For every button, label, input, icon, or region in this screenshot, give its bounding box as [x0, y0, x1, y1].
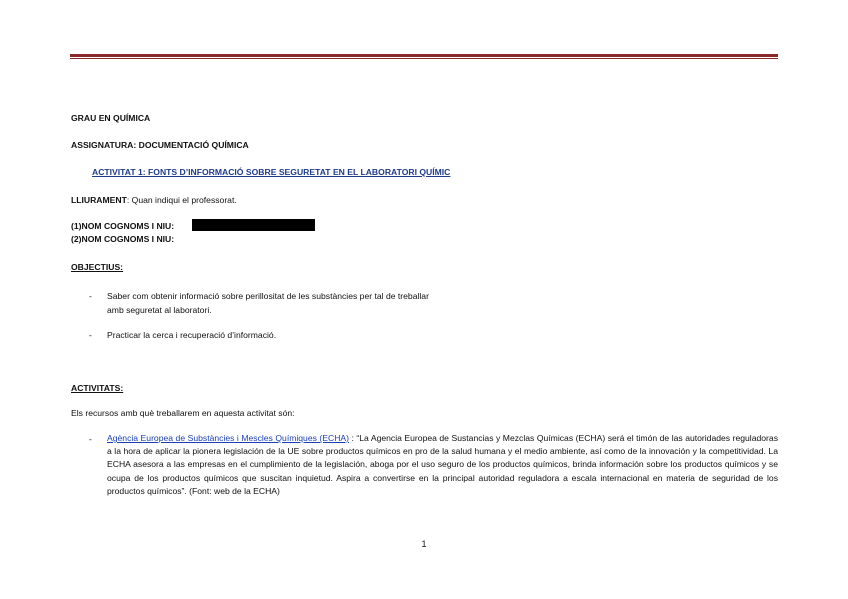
degree-heading: GRAU EN QUÍMICA: [71, 113, 151, 123]
redacted-name-box: [192, 219, 315, 231]
activities-intro: Els recursos amb què treballarem en aquesta activitat són:: [71, 408, 295, 418]
resource-item: [107, 432, 778, 498]
delivery-text: : Quan indiqui el professorat.: [126, 195, 237, 205]
resource-bullet: -: [89, 434, 92, 444]
name1-label: (1)NOM COGNOMS I NIU:: [71, 221, 175, 231]
echa-link[interactable]: Agència Europea de Substàncies i Mescles Químiques (ECHA): [107, 433, 350, 443]
activities-heading: ACTIVITATS:: [71, 383, 124, 393]
activity-title: ACTIVITAT 1: FONTS D’INFORMACIÓ SOBRE SEGURETAT EN EL LABORATORI QUÍMIC: [92, 167, 451, 177]
delivery-label: LLIURAMENT: [71, 195, 127, 205]
delivery-line: [71, 194, 237, 206]
objective-item-2: Practicar la cerca i recuperació d’informació.: [107, 330, 277, 340]
resource-description: : “La Agencia Europea de Sustancias y Mezclas Químicas (ECHA) será el timón de las autoridades reguladoras a la hora de aplicar la pionera legislación de la UE sobre productos químicos en pro de la salud humana y el medio ambiente, así como de la innovación y la competitividad. La ECHA asesora a las empresas en el cumplimiento de la legislación, aboga por el uso seguro de los productos químicos, brinda información sobre los productos químicos y se ocupa de los productos químicos que suscitan inquietud. Aspira a convertirse en la principal autoridad reguladora a escala internacional en materia de seguridad de los productos químicos”. (Font: web de la ECHA): [107, 433, 778, 496]
page-number: 1: [421, 539, 427, 549]
objective-item-1-line-2: amb seguretat al laboratori.: [107, 305, 212, 315]
objective-item-1-line-1: Saber com obtenir informació sobre perillositat de les substàncies per tal de treballar: [107, 291, 429, 301]
header-rule: [70, 54, 778, 57]
subject-heading: ASSIGNATURA: DOCUMENTACIÓ QUÍMICA: [71, 140, 249, 150]
objectives-heading: OBJECTIUS:: [71, 262, 124, 272]
name2-label: (2)NOM COGNOMS I NIU:: [71, 234, 175, 244]
objective-bullet-1: -: [89, 291, 92, 301]
objective-bullet-2: -: [89, 330, 92, 340]
header-rule-thin: [70, 58, 778, 59]
